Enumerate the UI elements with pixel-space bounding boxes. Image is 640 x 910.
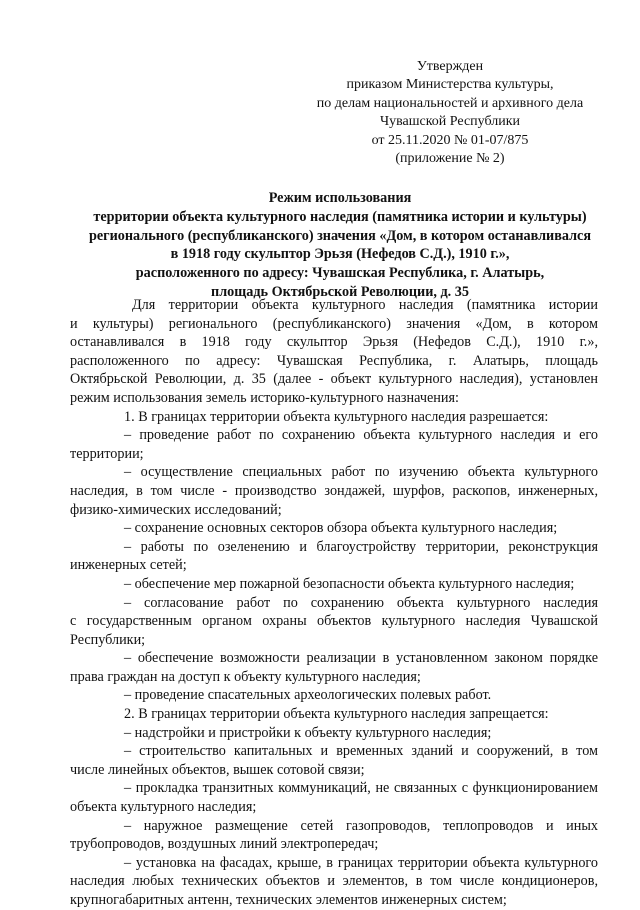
document-title [70, 189, 610, 302]
title-line: площадь Октябрьской Революции, д. 35 [211, 283, 469, 300]
section-heading: 1. В границах территории объекта культурного наследия разрешается: [124, 408, 549, 425]
list-item: – обеспечение мер пожарной безопасности объекта культурного наследия; [124, 575, 575, 592]
list-item-continued: физико-химических исследований; [70, 501, 282, 518]
section-heading: 2. В границах территории объекта культурного наследия запрещается: [124, 706, 549, 723]
list-item-continued: числе линейных объектов, вышек сотовой связи; [70, 761, 365, 778]
list-item: – работы по озеленению и благоустройству территории, реконструкция [124, 538, 598, 555]
list-item-continued: объекта культурного наследия; [70, 799, 257, 816]
body-line: и культуры) регионального (республиканского) значения «Дом, в котором [70, 315, 598, 332]
title-line: в 1918 году скульптор Эрьзя (Нефедов С.Д.), 1910 г.», [170, 246, 510, 263]
approval-line: от 25.11.2020 № 01-07/875 [371, 132, 529, 148]
list-item-continued: Республики; [70, 631, 146, 648]
approval-line: (приложение № 2) [395, 151, 505, 167]
list-item: – проведение работ по сохранению объекта культурного наследия и его [124, 427, 598, 444]
list-item: – согласование работ по сохранению объекта культурного наследия [124, 594, 598, 611]
list-item-continued: территории; [70, 445, 144, 462]
body-line: режим использования земель историко-культурного назначения: [70, 389, 459, 406]
list-item-continued: трубопроводов, воздушных линий электропередач; [70, 836, 379, 853]
list-item: – строительство капитальных и временных зданий и сооружений, в том [124, 743, 598, 760]
approval-line: Утвержден [416, 59, 484, 74]
list-item: – надстройки и пристройки к объекту культурного наследия; [124, 724, 492, 741]
list-item-continued: инженерных сетей; [70, 557, 187, 574]
title-line: территории объекта культурного наследия (памятника истории и культуры) [93, 208, 587, 225]
title-line: регионального (республиканского) значения «Дом, в котором останавливался [88, 227, 592, 244]
list-item: – сохранение основных секторов обзора объекта культурного наследия; [124, 520, 558, 537]
approval-line: приказом Министерства культуры, [346, 77, 554, 93]
body-line: Октябрьской Революции, д. 35 (далее - объект культурного наследия), установлен [70, 371, 598, 388]
list-item: – проведение спасательных археологических полевых работ. [124, 687, 492, 704]
list-item: – наружное размещение сетей газопроводов, теплопроводов и иных [124, 817, 598, 834]
list-item-continued: права граждан на доступ к объекту культурного наследия; [70, 668, 421, 685]
approval-stamp [300, 58, 600, 168]
list-item: – прокладка транзитных коммуникаций, не связанных с функционированием [124, 780, 598, 797]
body-line: Для территории объекта культурного наследия (памятника истории [132, 297, 598, 313]
title-line: Режим использования [268, 190, 412, 206]
document-body [70, 296, 598, 910]
list-item-continued: крупногабаритных антенн, технических элементов инженерных систем; [70, 892, 507, 908]
body-line: останавливался в 1918 году скульптор Эрьзя (Нефедов С.Д.), 1910 г.», [70, 334, 598, 351]
list-item: – обеспечение возможности реализации в установленном законом порядке [124, 650, 598, 667]
list-item: – осуществление специальных работ по изучению объекта культурного [124, 464, 598, 481]
approval-line: по делам национальностей и архивного дела [316, 95, 584, 111]
title-line: расположенного по адресу: Чувашская Республика, г. Алатырь, [135, 265, 545, 282]
list-item: – установка на фасадах, крыше, в границах территории объекта культурного [124, 854, 598, 871]
list-item-continued: наследия любых технических объектов и элементов, в том числе кондиционеров, [70, 873, 598, 890]
list-item-continued: наследия, в том числе - производство зондажей, шурфов, раскопов, инженерных, [70, 482, 598, 499]
body-line: расположенного по адресу: Чувашская Республика, г. Алатырь, площадь [70, 352, 598, 369]
list-item-continued: с государственным органом охраны объектов культурного наследия Чувашской [70, 613, 598, 630]
approval-line: Чувашской Республики [379, 114, 521, 130]
